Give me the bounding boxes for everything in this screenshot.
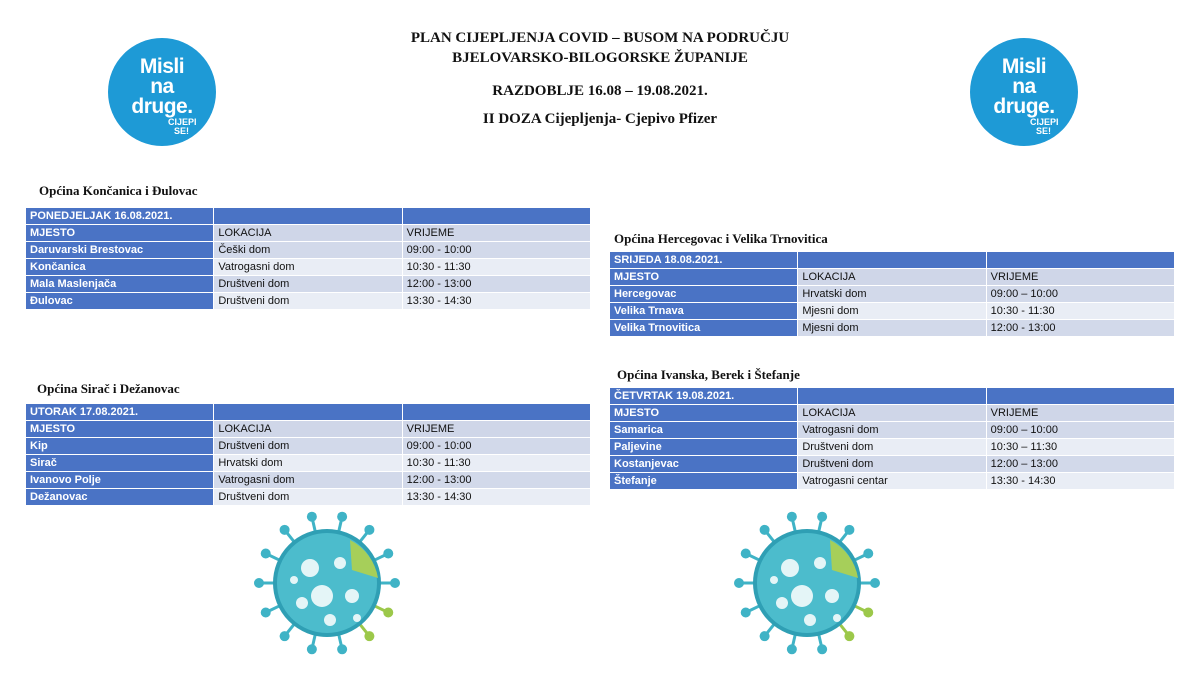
header-dose: II DOZA Cijepljenja- Cjepivo Pfizer — [482, 111, 718, 127]
location-cell: Društveni dom — [214, 489, 402, 506]
virus-spike-tip — [383, 608, 393, 618]
location-cell: Društveni dom — [798, 456, 986, 473]
column-header-row — [610, 405, 1175, 422]
time-cell: 10:30 – 11:30 — [986, 439, 1174, 456]
table-row — [26, 276, 591, 293]
table-row — [610, 303, 1175, 320]
day-label: UTORAK 17.08.2021. — [26, 404, 214, 421]
virus-spike-tip — [817, 512, 827, 522]
day-cell-empty — [402, 208, 590, 225]
place-cell: Hercegovac — [610, 286, 798, 303]
table-row — [26, 489, 591, 506]
column-header-lokacija: LOKACIJA — [214, 421, 402, 438]
place-cell: Velika Trnava — [610, 303, 798, 320]
table-row — [610, 422, 1175, 439]
virus-spike-tip — [863, 548, 873, 558]
day-row — [610, 388, 1175, 405]
virus-spike-tip — [254, 578, 264, 588]
virus-spike-tip — [787, 512, 797, 522]
day-row — [26, 208, 591, 225]
day-label: PONEDJELJAK 16.08.2021. — [26, 208, 214, 225]
logo-tag-1: CIJEPI — [1030, 117, 1059, 127]
schedule-title: Općina Ivanska, Berek i Štefanje — [617, 367, 800, 382]
day-cell-empty — [986, 388, 1174, 405]
time-cell: 09:00 – 10:00 — [986, 286, 1174, 303]
virus-illustration-right — [732, 508, 882, 658]
virus-spike-tip — [364, 525, 374, 535]
column-header-vrijeme: VRIJEME — [986, 269, 1174, 286]
logo-text-3: druge. — [993, 95, 1055, 118]
place-cell: Dežanovac — [26, 489, 214, 506]
place-cell: Mala Maslenjača — [26, 276, 214, 293]
time-cell: 09:00 - 10:00 — [402, 438, 590, 455]
day-cell-empty — [214, 208, 402, 225]
table-row — [26, 293, 591, 310]
day-label: ČETVRTAK 19.08.2021. — [610, 388, 798, 405]
virus-spike-tip — [741, 548, 751, 558]
time-cell: 09:00 - 10:00 — [402, 242, 590, 259]
time-cell: 13:30 - 14:30 — [402, 293, 590, 310]
day-label: SRIJEDA 18.08.2021. — [610, 252, 798, 269]
table-row — [26, 455, 591, 472]
virus-illustration-left — [252, 508, 402, 658]
virus-spike-tip — [863, 608, 873, 618]
schedule-title: Općina Končanica i Đulovac — [39, 183, 198, 198]
place-cell: Končanica — [26, 259, 214, 276]
virus-spike-tip — [337, 512, 347, 522]
place-cell: Ivanovo Polje — [26, 472, 214, 489]
virus-spike-tip — [760, 525, 770, 535]
logo-text-1: Misli — [139, 55, 185, 78]
header-period: RAZDOBLJE 16.08 – 19.08.2021. — [492, 83, 708, 99]
logo-text-2: na — [150, 75, 174, 98]
location-cell: Mjesni dom — [798, 303, 986, 320]
time-cell: 10:30 - 11:30 — [986, 303, 1174, 320]
logo-tag-2: SE! — [1036, 126, 1052, 136]
day-row — [26, 404, 591, 421]
column-header-vrijeme: VRIJEME — [402, 225, 590, 242]
column-header-lokacija: LOKACIJA — [798, 269, 986, 286]
place-cell: Štefanje — [610, 473, 798, 490]
location-cell: Društveni dom — [214, 438, 402, 455]
place-cell: Samarica — [610, 422, 798, 439]
virus-spike-tip — [760, 631, 770, 641]
location-cell: Društveni dom — [214, 276, 402, 293]
logo-text-3: druge. — [131, 95, 193, 118]
column-header-vrijeme: VRIJEME — [986, 405, 1174, 422]
misli-na-druge-logo-left — [108, 38, 216, 146]
column-header-mjesto: MJESTO — [610, 405, 798, 422]
time-cell: 10:30 - 11:30 — [402, 259, 590, 276]
virus-spike-tip — [787, 644, 797, 654]
table-row — [610, 456, 1175, 473]
location-cell: Češki dom — [214, 242, 402, 259]
virus-spike-tip — [844, 631, 854, 641]
virus-spike-tip — [844, 525, 854, 535]
day-cell-empty — [986, 252, 1174, 269]
location-cell: Društveni dom — [214, 293, 402, 310]
place-cell: Paljevine — [610, 439, 798, 456]
logo-text-2: na — [1012, 75, 1036, 98]
column-header-row — [26, 421, 591, 438]
virus-spike-tip — [734, 578, 744, 588]
virus-spike-tip — [280, 631, 290, 641]
place-cell: Kip — [26, 438, 214, 455]
table-row — [26, 242, 591, 259]
time-cell: 12:00 - 13:00 — [402, 276, 590, 293]
column-header-row — [610, 269, 1175, 286]
time-cell: 10:30 - 11:30 — [402, 455, 590, 472]
column-header-lokacija: LOKACIJA — [798, 405, 986, 422]
time-cell: 12:00 – 13:00 — [986, 456, 1174, 473]
place-cell: Đulovac — [26, 293, 214, 310]
virus-spike-tip — [383, 548, 393, 558]
header-line-2: BJELOVARSKO-BILOGORSKE ŽUPANIJE — [452, 50, 748, 66]
time-cell: 09:00 – 10:00 — [986, 422, 1174, 439]
location-cell: Vatrogasni dom — [214, 472, 402, 489]
misli-na-druge-logo-right — [970, 38, 1078, 146]
virus-spike-tip — [337, 644, 347, 654]
header-line-1: PLAN CIJEPLJENJA COVID – BUSOM NA PODRUČJU — [410, 30, 790, 46]
day-cell-empty — [798, 388, 986, 405]
virus-spike-tip — [307, 512, 317, 522]
time-cell: 12:00 - 13:00 — [402, 472, 590, 489]
location-cell: Vatrogasni dom — [214, 259, 402, 276]
time-cell: 13:30 - 14:30 — [402, 489, 590, 506]
column-header-row — [26, 225, 591, 242]
virus-spike-tip — [307, 644, 317, 654]
virus-spike-tip — [280, 525, 290, 535]
place-cell: Sirač — [26, 455, 214, 472]
column-header-mjesto: MJESTO — [26, 225, 214, 242]
location-cell: Hrvatski dom — [214, 455, 402, 472]
logo-tag-2: SE! — [174, 126, 190, 136]
day-row — [610, 252, 1175, 269]
virus-spike-tip — [364, 631, 374, 641]
day-cell-empty — [798, 252, 986, 269]
location-cell: Društveni dom — [798, 439, 986, 456]
virus-spike-tip — [817, 644, 827, 654]
location-cell: Vatrogasni dom — [798, 422, 986, 439]
schedule-table — [25, 403, 591, 506]
schedule-title: Općina Hercegovac i Velika Trnovitica — [614, 231, 828, 246]
time-cell: 13:30 - 14:30 — [986, 473, 1174, 490]
virus-spike-tip — [741, 608, 751, 618]
logo-text-1: Misli — [1001, 55, 1047, 78]
logo-tag-1: CIJEPI — [168, 117, 197, 127]
schedule-title: Općina Sirač i Dežanovac — [37, 381, 180, 396]
location-cell: Mjesni dom — [798, 320, 986, 337]
time-cell: 12:00 - 13:00 — [986, 320, 1174, 337]
column-header-lokacija: LOKACIJA — [214, 225, 402, 242]
virus-spike-tip — [261, 548, 271, 558]
place-cell: Daruvarski Brestovac — [26, 242, 214, 259]
table-row — [610, 439, 1175, 456]
schedule-table — [25, 207, 591, 310]
column-header-vrijeme: VRIJEME — [402, 421, 590, 438]
table-row — [26, 472, 591, 489]
virus-spike-tip — [261, 608, 271, 618]
document-header — [300, 28, 900, 128]
place-cell: Velika Trnovitica — [610, 320, 798, 337]
place-cell: Kostanjevac — [610, 456, 798, 473]
virus-spike-tip — [870, 578, 880, 588]
table-row — [26, 438, 591, 455]
day-cell-empty — [214, 404, 402, 421]
location-cell: Vatrogasni centar — [798, 473, 986, 490]
table-row — [610, 473, 1175, 490]
column-header-mjesto: MJESTO — [26, 421, 214, 438]
table-row — [610, 286, 1175, 303]
day-cell-empty — [402, 404, 590, 421]
column-header-mjesto: MJESTO — [610, 269, 798, 286]
location-cell: Hrvatski dom — [798, 286, 986, 303]
schedule-table — [609, 387, 1175, 490]
virus-spike-tip — [390, 578, 400, 588]
table-row — [610, 320, 1175, 337]
schedule-table — [609, 251, 1175, 337]
table-row — [26, 259, 591, 276]
